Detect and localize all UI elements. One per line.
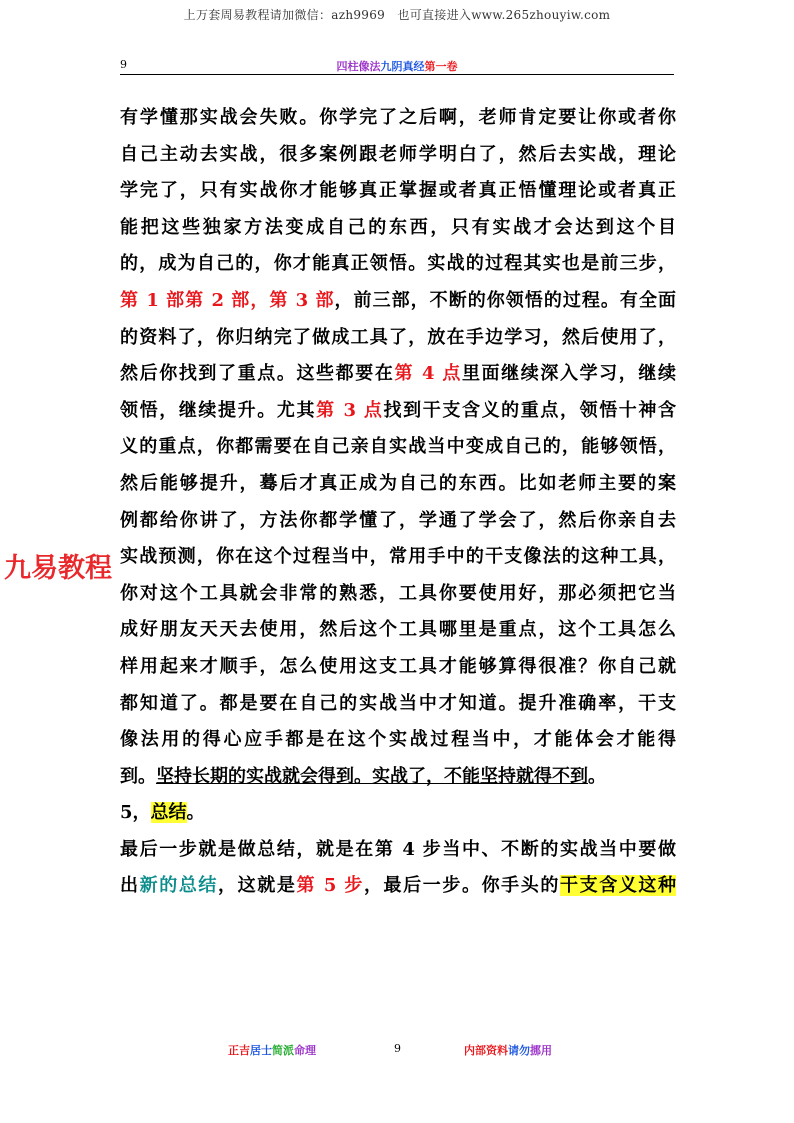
footer-page-number: 9: [394, 1042, 401, 1055]
body-line-segment: 找到干支含义的重点，领悟十神含: [383, 399, 676, 421]
body-line-segment: 然后能够提升，蓦后才真正成为自己的东西。比如老师主要的案: [120, 472, 676, 494]
body-line: [120, 466, 676, 503]
page-header: [120, 56, 674, 75]
top-promo-note: 上万套周易教程请加微信：azh9969 也可直接进入www.265zhouyiw.com: [183, 8, 611, 22]
body-line-segment: 义的重点，你都需要在自己亲自实战当中变成自己的，能够领悟，: [120, 436, 676, 458]
body-line-segment: 5，: [120, 802, 151, 824]
body-line: [120, 868, 676, 905]
header-page-number: 9: [120, 58, 127, 71]
body-line: [120, 539, 676, 576]
body-line: [120, 210, 676, 247]
header-title-part-2: 九阴真经: [380, 60, 425, 73]
body-line-segment: ，这就是: [218, 875, 297, 897]
body-line-segment: ，前三部，不断的你领悟的过程。有全面: [334, 289, 676, 311]
body-line: [120, 686, 676, 723]
footer-left: [228, 1042, 316, 1058]
body-line: [120, 393, 676, 430]
header-title-part-1: 四柱像法: [336, 60, 381, 73]
body-line: [120, 356, 676, 393]
body-line-segment: 到。: [120, 765, 156, 787]
header-title-part-3: 第一卷: [424, 60, 458, 73]
body-text: [120, 100, 676, 905]
footer-right-part-1: 内部资料: [464, 1044, 508, 1057]
body-line-segment: 新的总结: [139, 875, 219, 897]
body-line-segment: 成好朋友天天去使用，然后这个工具哪里是重点，这个工具怎么: [120, 619, 676, 641]
body-line: [120, 503, 676, 540]
body-line-segment: 有学懂那实战会失败。你学完了之后啊，老师肯定要让你或者你: [120, 107, 676, 128]
header-title: [120, 58, 674, 74]
body-line-segment: 第 5 步: [296, 875, 364, 897]
footer-left-part-3: 简派: [272, 1044, 294, 1057]
body-line: [120, 173, 676, 210]
body-line-segment: 样用起来才顺手，怎么使用这支工具才能够算得很准？你自己就: [120, 655, 676, 677]
body-line: [120, 795, 676, 832]
body-line-segment: 领悟，继续提升。尤其: [120, 399, 317, 421]
body-line: [120, 246, 676, 283]
body-line-segment: 出: [120, 875, 140, 897]
body-line-segment: 然后你找到了重点。这些都要在: [120, 363, 395, 385]
body-line: [120, 722, 676, 759]
body-line: [120, 576, 676, 613]
body-line-segment: 干支含义这种: [560, 875, 676, 897]
body-line-segment: 。: [186, 802, 205, 824]
body-line: [120, 759, 676, 796]
body-line: [120, 100, 676, 137]
body-line-segment: 像法用的得心应手都是在这个实战过程当中，才能体会才能得: [120, 729, 676, 751]
body-line-segment: 。: [588, 765, 606, 787]
page-footer: [0, 1042, 794, 1058]
body-line-segment: 第 1 部第 2 部，第 3 部: [120, 289, 335, 311]
body-line-segment: 实战预测，你在这个过程当中，常用手中的干支像法的这种工具，: [120, 546, 676, 568]
body-line-segment: 都知道了。都是要在自己的实战当中才知道。提升准确率，干支: [120, 692, 676, 714]
body-line-segment: 第 3 点: [316, 399, 384, 421]
footer-left-part-2: 居士: [250, 1044, 272, 1057]
body-line-segment: 里面继续深入学习，继续: [461, 363, 676, 385]
body-line-segment: 例都给你讲了，方法你都学懂了，学通了学会了，然后你亲自去: [120, 509, 676, 531]
body-line-segment: 学完了，只有实战你才能够真正掌握或者真正悟懂理论或者真正: [120, 180, 676, 202]
body-line: [120, 137, 676, 174]
body-line-segment: 最后一步就是做总结，就是在第 4 步当中、不断的实战当中要做: [120, 838, 676, 860]
body-line: [120, 649, 676, 686]
footer-left-part-4: 命理: [294, 1044, 316, 1057]
body-line: [120, 283, 676, 320]
watermark-logo: 九易教程: [4, 553, 112, 584]
body-line-segment: 的，成为自己的，你才能真正领悟。实战的过程其实也是前三步，: [120, 253, 676, 275]
body-line-segment: 你对这个工具就会非常的熟悉，工具你要使用好，那必须把它当: [120, 582, 676, 604]
footer-right: [464, 1042, 552, 1058]
body-line-segment: 能把这些独家方法变成自己的东西，只有实战才会达到这个目: [120, 216, 676, 238]
footer-right-part-2: 请勿: [508, 1044, 530, 1057]
footer-left-part-1: 正吉: [228, 1044, 250, 1057]
body-line: [120, 320, 676, 357]
body-line: [120, 832, 676, 869]
body-line-segment: 自己主动去实战，很多案例跟老师学明白了，然后去实战，理论: [120, 143, 676, 165]
body-line: [120, 429, 676, 466]
body-line-segment: 总结: [150, 802, 187, 824]
body-line-segment: ，最后一步。你手头的: [363, 875, 560, 897]
footer-right-part-3: 挪用: [530, 1044, 552, 1057]
body-line-segment: 第 4 点: [394, 363, 462, 385]
body-line-segment: 坚持长期的实战就会得到。实战了，不能坚持就得不到: [156, 765, 588, 787]
body-line-segment: 的资料了，你归纳完了做成工具了，放在手边学习，然后使用了，: [120, 326, 676, 348]
body-line: [120, 612, 676, 649]
